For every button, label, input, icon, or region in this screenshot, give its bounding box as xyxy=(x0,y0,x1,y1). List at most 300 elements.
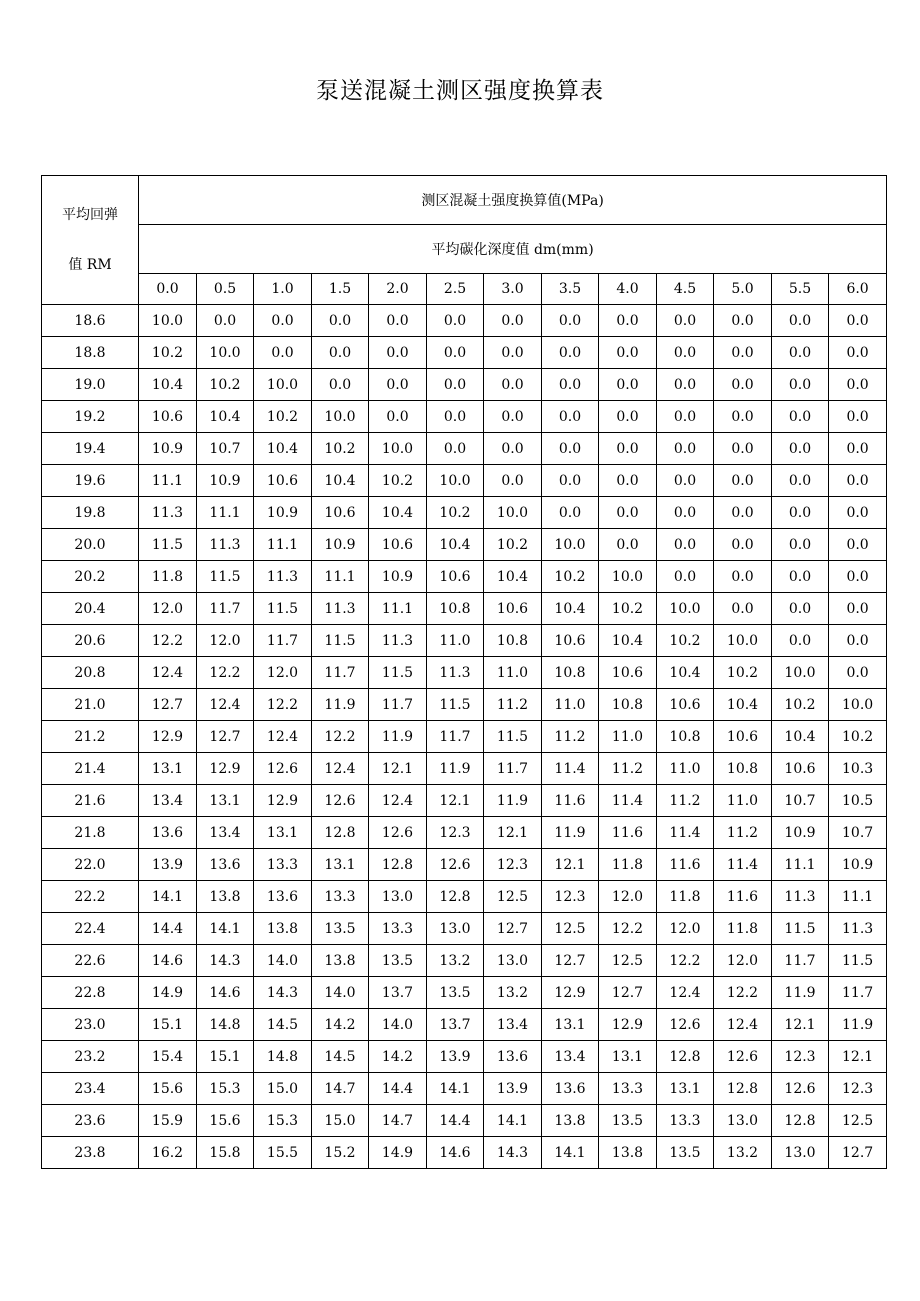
strength-value-cell: 12.4 xyxy=(312,753,369,785)
strength-value-cell: 12.7 xyxy=(829,1137,887,1169)
strength-value-cell: 0.0 xyxy=(599,305,657,337)
strength-value-cell: 12.0 xyxy=(714,945,772,977)
strength-value-cell: 0.0 xyxy=(829,369,887,401)
strength-value-cell: 0.0 xyxy=(829,305,887,337)
strength-value-cell: 11.8 xyxy=(599,849,657,881)
strength-value-cell: 11.7 xyxy=(772,945,829,977)
rm-header-line1: 平均回弹 xyxy=(62,207,118,223)
table-row xyxy=(42,1073,887,1105)
strength-value-cell: 10.8 xyxy=(657,721,714,753)
strength-value-cell: 0.0 xyxy=(657,337,714,369)
strength-value-cell: 12.2 xyxy=(657,945,714,977)
strength-value-cell: 14.3 xyxy=(197,945,254,977)
strength-value-cell: 10.6 xyxy=(772,753,829,785)
strength-value-cell: 0.0 xyxy=(772,497,829,529)
strength-value-cell: 13.1 xyxy=(254,817,312,849)
table-row xyxy=(42,529,887,561)
strength-value-cell: 12.8 xyxy=(312,817,369,849)
strength-value-cell: 12.2 xyxy=(312,721,369,753)
strength-value-cell: 10.7 xyxy=(772,785,829,817)
rm-value-cell: 23.4 xyxy=(42,1073,139,1105)
strength-value-cell: 11.5 xyxy=(484,721,542,753)
strength-value-cell: 13.2 xyxy=(714,1137,772,1169)
strength-value-cell: 11.5 xyxy=(254,593,312,625)
strength-value-cell: 12.5 xyxy=(542,913,599,945)
strength-value-cell: 12.3 xyxy=(829,1073,887,1105)
strength-value-cell: 13.3 xyxy=(254,849,312,881)
strength-value-cell: 14.8 xyxy=(197,1009,254,1041)
strength-value-cell: 0.0 xyxy=(542,497,599,529)
strength-value-cell: 12.2 xyxy=(139,625,197,657)
strength-value-cell: 11.5 xyxy=(369,657,427,689)
strength-value-cell: 10.4 xyxy=(657,657,714,689)
strength-value-cell: 15.5 xyxy=(254,1137,312,1169)
rm-value-cell: 22.2 xyxy=(42,881,139,913)
strength-value-cell: 0.0 xyxy=(714,369,772,401)
strength-value-cell: 0.0 xyxy=(484,401,542,433)
strength-value-cell: 11.6 xyxy=(599,817,657,849)
strength-value-cell: 0.0 xyxy=(369,337,427,369)
table-row xyxy=(42,849,887,881)
strength-value-cell: 0.0 xyxy=(829,337,887,369)
table-row xyxy=(42,913,887,945)
strength-value-cell: 11.4 xyxy=(714,849,772,881)
table-row xyxy=(42,369,887,401)
strength-value-cell: 14.1 xyxy=(197,913,254,945)
strength-value-cell: 10.6 xyxy=(714,721,772,753)
strength-value-cell: 13.7 xyxy=(427,1009,484,1041)
strength-value-cell: 15.6 xyxy=(197,1105,254,1137)
strength-value-cell: 0.0 xyxy=(829,561,887,593)
strength-value-cell: 11.3 xyxy=(427,657,484,689)
rm-value-cell: 22.8 xyxy=(42,977,139,1009)
strength-value-cell: 12.4 xyxy=(254,721,312,753)
strength-value-cell: 11.7 xyxy=(312,657,369,689)
strength-value-cell: 10.0 xyxy=(772,657,829,689)
strength-value-cell: 13.8 xyxy=(312,945,369,977)
strength-value-cell: 13.6 xyxy=(139,817,197,849)
strength-value-cell: 0.0 xyxy=(772,401,829,433)
dm-values-row xyxy=(42,274,887,305)
carbonation-depth-header: 平均碳化深度值 dm(mm) xyxy=(139,225,887,274)
table-row xyxy=(42,401,887,433)
strength-value-cell: 10.6 xyxy=(254,465,312,497)
table-row xyxy=(42,785,887,817)
strength-value-cell: 16.2 xyxy=(139,1137,197,1169)
strength-value-cell: 11.0 xyxy=(657,753,714,785)
strength-value-cell: 10.2 xyxy=(772,689,829,721)
strength-value-cell: 11.9 xyxy=(829,1009,887,1041)
strength-value-cell: 10.6 xyxy=(657,689,714,721)
strength-value-cell: 10.8 xyxy=(484,625,542,657)
strength-value-cell: 11.0 xyxy=(542,689,599,721)
strength-value-cell: 11.3 xyxy=(829,913,887,945)
strength-value-cell: 13.8 xyxy=(542,1105,599,1137)
strength-value-cell: 0.0 xyxy=(657,497,714,529)
strength-value-cell: 12.6 xyxy=(312,785,369,817)
strength-value-cell: 13.0 xyxy=(714,1105,772,1137)
strength-value-cell: 13.0 xyxy=(427,913,484,945)
strength-value-cell: 11.3 xyxy=(369,625,427,657)
strength-value-cell: 10.4 xyxy=(254,433,312,465)
dm-header-cell: 1.0 xyxy=(254,274,312,305)
dm-header-cell: 6.0 xyxy=(829,274,887,305)
strength-value-cell: 15.0 xyxy=(254,1073,312,1105)
dm-header-cell: 4.0 xyxy=(599,274,657,305)
strength-value-cell: 11.0 xyxy=(599,721,657,753)
strength-value-cell: 10.4 xyxy=(197,401,254,433)
rm-value-cell: 20.8 xyxy=(42,657,139,689)
strength-value-cell: 0.0 xyxy=(312,305,369,337)
strength-value-cell: 11.7 xyxy=(484,753,542,785)
rm-value-cell: 23.8 xyxy=(42,1137,139,1169)
strength-value-cell: 10.4 xyxy=(772,721,829,753)
strength-value-cell: 12.9 xyxy=(197,753,254,785)
strength-value-cell: 11.8 xyxy=(139,561,197,593)
rm-value-cell: 22.0 xyxy=(42,849,139,881)
strength-value-cell: 12.4 xyxy=(369,785,427,817)
strength-value-cell: 12.7 xyxy=(484,913,542,945)
strength-value-cell: 10.2 xyxy=(829,721,887,753)
strength-value-cell: 0.0 xyxy=(829,529,887,561)
strength-value-cell: 10.8 xyxy=(542,657,599,689)
strength-value-cell: 11.1 xyxy=(254,529,312,561)
strength-value-cell: 13.2 xyxy=(427,945,484,977)
strength-value-cell: 10.0 xyxy=(599,561,657,593)
strength-value-cell: 14.3 xyxy=(484,1137,542,1169)
rm-value-cell: 21.8 xyxy=(42,817,139,849)
strength-value-cell: 13.6 xyxy=(254,881,312,913)
rm-value-cell: 23.6 xyxy=(42,1105,139,1137)
strength-value-cell: 0.0 xyxy=(714,337,772,369)
strength-value-cell: 11.2 xyxy=(599,753,657,785)
strength-value-cell: 0.0 xyxy=(829,497,887,529)
rm-value-cell: 23.0 xyxy=(42,1009,139,1041)
strength-value-cell: 13.3 xyxy=(369,913,427,945)
strength-value-cell: 14.6 xyxy=(139,945,197,977)
strength-value-cell: 13.8 xyxy=(197,881,254,913)
strength-value-cell: 0.0 xyxy=(599,465,657,497)
strength-value-cell: 0.0 xyxy=(829,433,887,465)
table-row xyxy=(42,433,887,465)
rm-value-cell: 20.0 xyxy=(42,529,139,561)
strength-value-cell: 12.2 xyxy=(197,657,254,689)
strength-value-cell: 11.0 xyxy=(427,625,484,657)
strength-value-cell: 12.0 xyxy=(657,913,714,945)
table-row xyxy=(42,337,887,369)
strength-value-cell: 10.9 xyxy=(829,849,887,881)
strength-value-cell: 12.5 xyxy=(484,881,542,913)
strength-value-cell: 11.7 xyxy=(254,625,312,657)
strength-value-cell: 0.0 xyxy=(254,337,312,369)
strength-value-cell: 12.7 xyxy=(139,689,197,721)
table-row xyxy=(42,945,887,977)
strength-value-cell: 12.0 xyxy=(139,593,197,625)
strength-value-cell: 10.2 xyxy=(254,401,312,433)
strength-value-cell: 11.9 xyxy=(484,785,542,817)
strength-value-cell: 10.9 xyxy=(139,433,197,465)
strength-value-cell: 0.0 xyxy=(542,337,599,369)
strength-value-cell: 0.0 xyxy=(427,401,484,433)
strength-value-cell: 0.0 xyxy=(542,401,599,433)
table-row xyxy=(42,977,887,1009)
strength-value-cell: 11.8 xyxy=(657,881,714,913)
strength-value-cell: 13.4 xyxy=(484,1009,542,1041)
strength-value-cell: 11.9 xyxy=(312,689,369,721)
strength-value-cell: 12.1 xyxy=(542,849,599,881)
strength-value-cell: 14.1 xyxy=(427,1073,484,1105)
dm-header-cell: 5.5 xyxy=(772,274,829,305)
strength-value-cell: 12.9 xyxy=(254,785,312,817)
table-row xyxy=(42,881,887,913)
strength-value-cell: 10.3 xyxy=(829,753,887,785)
strength-value-cell: 0.0 xyxy=(829,625,887,657)
rm-value-cell: 20.2 xyxy=(42,561,139,593)
strength-value-cell: 10.4 xyxy=(484,561,542,593)
strength-value-cell: 10.0 xyxy=(542,529,599,561)
strength-value-cell: 10.4 xyxy=(369,497,427,529)
strength-value-cell: 10.6 xyxy=(369,529,427,561)
strength-value-cell: 0.0 xyxy=(599,401,657,433)
strength-value-cell: 11.5 xyxy=(829,945,887,977)
strength-value-cell: 15.0 xyxy=(312,1105,369,1137)
strength-value-cell: 14.2 xyxy=(312,1009,369,1041)
strength-value-cell: 10.2 xyxy=(427,497,484,529)
strength-value-cell: 12.2 xyxy=(714,977,772,1009)
strength-value-cell: 0.0 xyxy=(772,561,829,593)
strength-value-cell: 10.2 xyxy=(484,529,542,561)
dm-header-cell: 0.0 xyxy=(139,274,197,305)
table-row xyxy=(42,465,887,497)
strength-value-cell: 12.0 xyxy=(254,657,312,689)
strength-value-cell: 11.6 xyxy=(657,849,714,881)
strength-value-cell: 0.0 xyxy=(714,497,772,529)
strength-value-cell: 0.0 xyxy=(484,337,542,369)
strength-value-cell: 14.8 xyxy=(254,1041,312,1073)
strength-value-cell: 13.6 xyxy=(484,1041,542,1073)
strength-value-cell: 14.5 xyxy=(254,1009,312,1041)
strength-value-cell: 11.7 xyxy=(197,593,254,625)
strength-value-cell: 10.0 xyxy=(369,433,427,465)
strength-value-cell: 0.0 xyxy=(484,305,542,337)
strength-value-cell: 10.0 xyxy=(197,337,254,369)
strength-value-cell: 0.0 xyxy=(484,369,542,401)
strength-value-cell: 10.0 xyxy=(254,369,312,401)
strength-value-cell: 10.2 xyxy=(542,561,599,593)
table-row xyxy=(42,625,887,657)
strength-value-cell: 15.3 xyxy=(254,1105,312,1137)
strength-value-cell: 12.1 xyxy=(369,753,427,785)
dm-header-cell: 0.5 xyxy=(197,274,254,305)
strength-value-cell: 0.0 xyxy=(829,657,887,689)
table-row xyxy=(42,1009,887,1041)
strength-value-cell: 14.4 xyxy=(369,1073,427,1105)
strength-value-cell: 0.0 xyxy=(772,593,829,625)
rm-header-line2: 值 RM xyxy=(68,257,112,273)
strength-value-cell: 13.5 xyxy=(312,913,369,945)
strength-value-cell: 13.3 xyxy=(599,1073,657,1105)
strength-value-cell: 11.5 xyxy=(427,689,484,721)
strength-value-cell: 10.2 xyxy=(197,369,254,401)
strength-value-cell: 12.6 xyxy=(254,753,312,785)
table-row xyxy=(42,689,887,721)
strength-value-cell: 11.3 xyxy=(254,561,312,593)
strength-value-cell: 13.8 xyxy=(254,913,312,945)
strength-value-cell: 0.0 xyxy=(657,529,714,561)
strength-value-cell: 10.9 xyxy=(254,497,312,529)
strength-value-cell: 10.9 xyxy=(369,561,427,593)
strength-value-cell: 10.2 xyxy=(139,337,197,369)
rm-value-cell: 22.6 xyxy=(42,945,139,977)
strength-value-cell: 13.1 xyxy=(599,1041,657,1073)
rm-value-cell: 21.2 xyxy=(42,721,139,753)
strength-value-cell: 12.6 xyxy=(772,1073,829,1105)
strength-value-cell: 10.6 xyxy=(427,561,484,593)
strength-value-cell: 10.0 xyxy=(312,401,369,433)
strength-value-cell: 13.5 xyxy=(657,1137,714,1169)
strength-value-cell: 14.6 xyxy=(197,977,254,1009)
strength-value-cell: 10.9 xyxy=(197,465,254,497)
strength-value-cell: 11.0 xyxy=(484,657,542,689)
strength-value-cell: 10.6 xyxy=(542,625,599,657)
strength-value-cell: 11.5 xyxy=(139,529,197,561)
rm-value-cell: 20.4 xyxy=(42,593,139,625)
strength-value-cell: 13.9 xyxy=(427,1041,484,1073)
page-title: 泵送混凝土测区强度换算表 xyxy=(316,78,604,104)
strength-value-cell: 0.0 xyxy=(772,305,829,337)
strength-value-cell: 0.0 xyxy=(599,369,657,401)
strength-value-cell: 11.4 xyxy=(657,817,714,849)
strength-value-cell: 10.7 xyxy=(197,433,254,465)
strength-value-cell: 14.9 xyxy=(369,1137,427,1169)
strength-value-cell: 10.7 xyxy=(829,817,887,849)
rm-value-cell: 22.4 xyxy=(42,913,139,945)
strength-value-cell: 10.6 xyxy=(484,593,542,625)
strength-value-cell: 10.4 xyxy=(542,593,599,625)
strength-value-cell: 13.0 xyxy=(369,881,427,913)
strength-value-cell: 14.3 xyxy=(254,977,312,1009)
rm-value-cell: 23.2 xyxy=(42,1041,139,1073)
strength-value-cell: 10.4 xyxy=(312,465,369,497)
strength-value-cell: 0.0 xyxy=(772,369,829,401)
strength-value-cell: 10.0 xyxy=(427,465,484,497)
strength-value-cell: 12.5 xyxy=(829,1105,887,1137)
strength-value-cell: 0.0 xyxy=(542,305,599,337)
strength-value-cell: 0.0 xyxy=(197,305,254,337)
strength-value-cell: 10.2 xyxy=(714,657,772,689)
rm-value-cell: 21.4 xyxy=(42,753,139,785)
strength-value-cell: 12.9 xyxy=(599,1009,657,1041)
strength-value-cell: 0.0 xyxy=(484,433,542,465)
strength-value-cell: 12.6 xyxy=(657,1009,714,1041)
strength-value-cell: 10.0 xyxy=(139,305,197,337)
strength-value-cell: 12.5 xyxy=(599,945,657,977)
strength-value-cell: 11.5 xyxy=(772,913,829,945)
strength-value-cell: 11.7 xyxy=(369,689,427,721)
dm-header-cell: 1.5 xyxy=(312,274,369,305)
strength-value-cell: 12.1 xyxy=(772,1009,829,1041)
dm-header-cell: 4.5 xyxy=(657,274,714,305)
strength-value-cell: 12.4 xyxy=(139,657,197,689)
strength-value-cell: 15.1 xyxy=(197,1041,254,1073)
strength-value-cell: 0.0 xyxy=(657,369,714,401)
strength-value-cell: 12.8 xyxy=(714,1073,772,1105)
strength-value-cell: 15.4 xyxy=(139,1041,197,1073)
strength-value-cell: 0.0 xyxy=(829,401,887,433)
strength-value-cell: 10.0 xyxy=(657,593,714,625)
strength-value-cell: 15.1 xyxy=(139,1009,197,1041)
strength-value-cell: 11.3 xyxy=(772,881,829,913)
strength-value-cell: 12.8 xyxy=(772,1105,829,1137)
strength-value-cell: 10.8 xyxy=(427,593,484,625)
strength-value-cell: 12.3 xyxy=(484,849,542,881)
strength-value-cell: 11.1 xyxy=(312,561,369,593)
strength-value-cell: 12.7 xyxy=(542,945,599,977)
strength-value-cell: 11.0 xyxy=(714,785,772,817)
dm-header-cell: 3.0 xyxy=(484,274,542,305)
strength-value-cell: 14.0 xyxy=(254,945,312,977)
table-row xyxy=(42,593,887,625)
strength-value-cell: 0.0 xyxy=(484,465,542,497)
strength-value-cell: 0.0 xyxy=(427,337,484,369)
strength-value-cell: 14.5 xyxy=(312,1041,369,1073)
strength-value-cell: 0.0 xyxy=(657,465,714,497)
strength-value-cell: 10.6 xyxy=(599,657,657,689)
strength-value-cell: 0.0 xyxy=(714,529,772,561)
strength-value-cell: 0.0 xyxy=(714,305,772,337)
rm-value-cell: 19.4 xyxy=(42,433,139,465)
strength-value-cell: 0.0 xyxy=(599,337,657,369)
strength-value-cell: 10.0 xyxy=(714,625,772,657)
strength-value-cell: 0.0 xyxy=(714,561,772,593)
strength-value-cell: 14.7 xyxy=(369,1105,427,1137)
strength-value-cell: 0.0 xyxy=(312,369,369,401)
strength-value-cell: 0.0 xyxy=(369,369,427,401)
dm-header-cell: 2.5 xyxy=(427,274,484,305)
strength-value-cell: 14.2 xyxy=(369,1041,427,1073)
strength-value-cell: 13.1 xyxy=(139,753,197,785)
strength-value-cell: 0.0 xyxy=(772,625,829,657)
strength-value-cell: 12.3 xyxy=(542,881,599,913)
strength-value-cell: 12.4 xyxy=(657,977,714,1009)
strength-value-cell: 0.0 xyxy=(542,465,599,497)
strength-value-cell: 11.7 xyxy=(427,721,484,753)
strength-value-cell: 13.5 xyxy=(599,1105,657,1137)
strength-value-cell: 11.5 xyxy=(197,561,254,593)
strength-value-cell: 0.0 xyxy=(599,497,657,529)
strength-value-cell: 11.2 xyxy=(657,785,714,817)
strength-value-cell: 0.0 xyxy=(312,337,369,369)
strength-value-cell: 10.2 xyxy=(657,625,714,657)
strength-value-cell: 11.3 xyxy=(197,529,254,561)
rm-value-cell: 19.6 xyxy=(42,465,139,497)
strength-value-cell: 0.0 xyxy=(714,465,772,497)
strength-value-cell: 0.0 xyxy=(772,529,829,561)
strength-value-cell: 11.2 xyxy=(714,817,772,849)
strength-value-cell: 10.8 xyxy=(714,753,772,785)
strength-value-cell: 11.7 xyxy=(829,977,887,1009)
table-row xyxy=(42,817,887,849)
strength-value-cell: 0.0 xyxy=(772,465,829,497)
strength-value-cell: 14.4 xyxy=(427,1105,484,1137)
strength-value-cell: 0.0 xyxy=(427,369,484,401)
dm-header-cell: 3.5 xyxy=(542,274,599,305)
strength-value-cell: 11.9 xyxy=(772,977,829,1009)
strength-value-cell: 11.6 xyxy=(714,881,772,913)
strength-value-cell: 0.0 xyxy=(714,433,772,465)
strength-value-cell: 12.3 xyxy=(772,1041,829,1073)
strength-value-cell: 13.4 xyxy=(139,785,197,817)
